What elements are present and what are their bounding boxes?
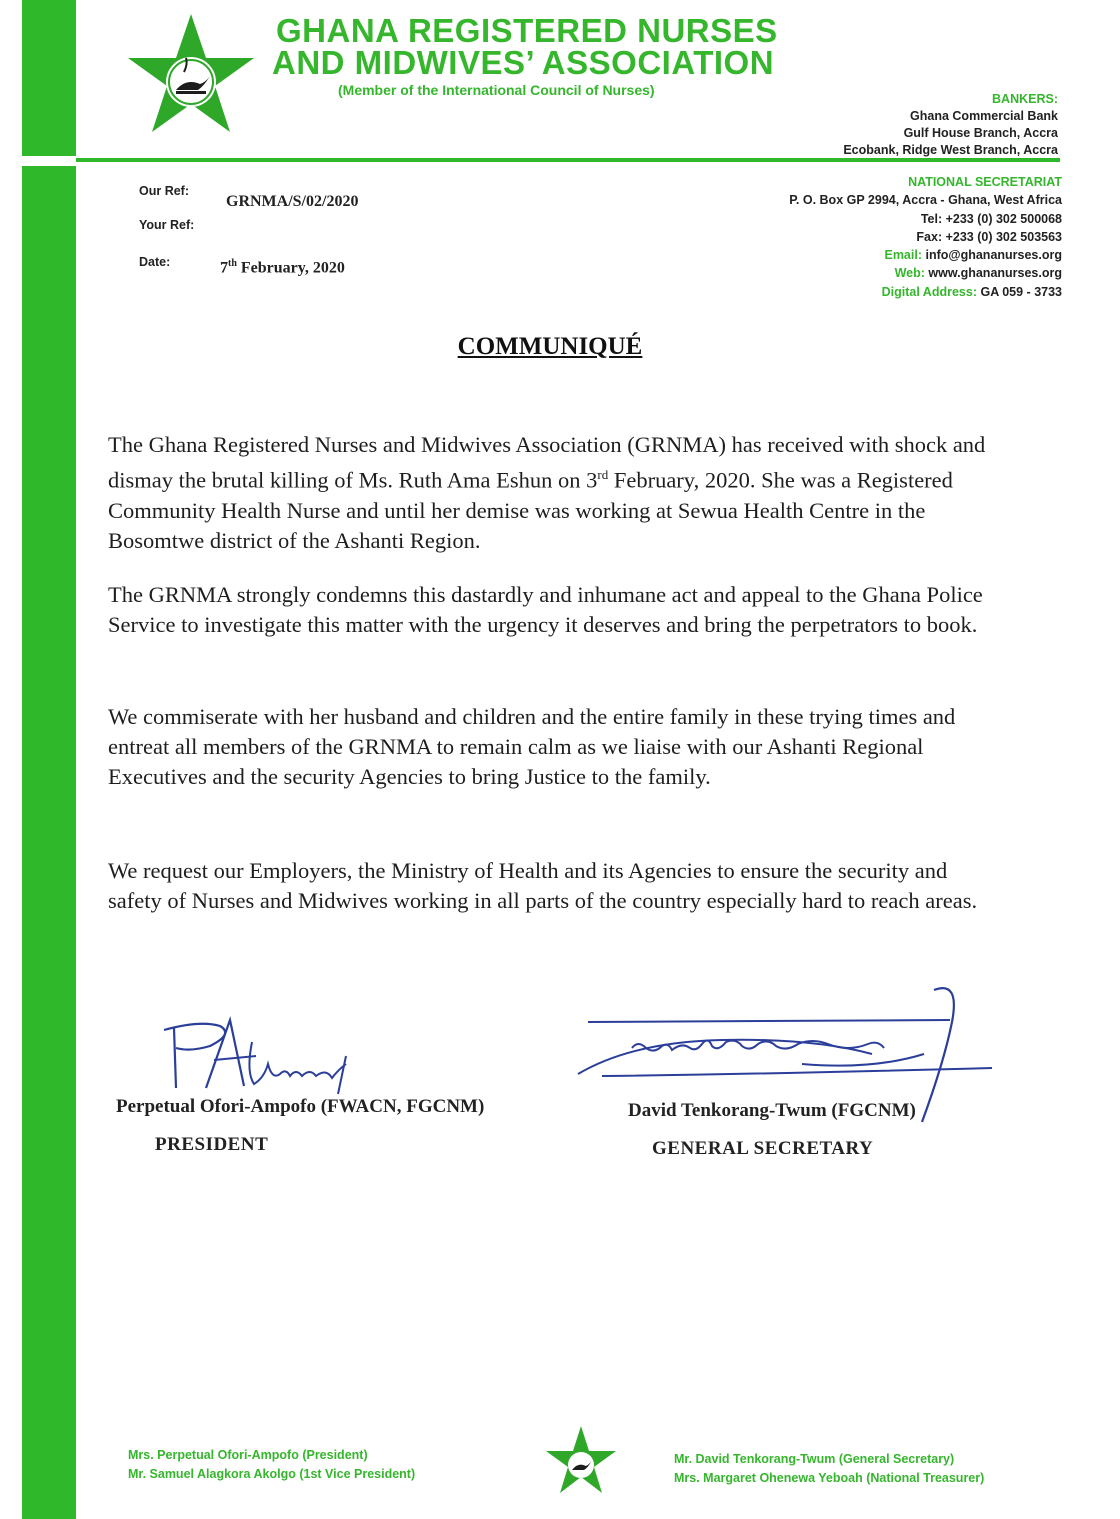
star-lamp-emblem-icon — [126, 12, 256, 136]
secretariat-block — [789, 173, 1062, 301]
body-paragraph-4: We request our Employers, the Ministry of Health and its Agencies to ensure the security and safety of Nurses and Midwives working in all parts of the country especially hard to reach areas. — [108, 858, 978, 913]
p1-sup: rd — [597, 467, 609, 482]
secretariat-digital-row — [789, 283, 1062, 301]
footer-right-line: Mr. David Tenkorang-Twum (General Secretary) — [674, 1452, 955, 1466]
date-day: 7 — [220, 259, 228, 277]
signatory-title-president: PRESIDENT — [155, 1134, 269, 1155]
email-label: Email: — [884, 248, 922, 263]
left-green-bar — [22, 0, 76, 1519]
secretariat-web-row — [789, 264, 1062, 282]
communique-heading: COMMUNIQUÉ — [457, 333, 643, 360]
web-label: Web: — [894, 266, 925, 281]
date-sup: th — [228, 258, 237, 269]
member-note: (Member of the International Council of Nurses) — [338, 82, 655, 98]
secretariat-address: P. O. Box GP 2994, Accra - Ghana, West Africa — [789, 193, 1062, 208]
footer-left-line: Mrs. Perpetual Ofori-Ampofo (President) — [128, 1448, 368, 1462]
email-value[interactable]: info@ghananurses.org — [925, 248, 1062, 263]
date-rest: February, 2020 — [236, 259, 345, 277]
digital-value: GA 059 - 3733 — [980, 284, 1062, 299]
date-value — [220, 258, 345, 277]
footer-right-line: Mrs. Margaret Ohenewa Yeboah (National Treasurer) — [674, 1471, 985, 1485]
body-paragraph-2: The GRNMA strongly condemns this dastardly and inhumane act and appeal to the Ghana Police Service to investigate this matter with the urgency it deserves and bring the perpetrators to book. — [108, 582, 983, 637]
body-paragraph-1 — [108, 430, 988, 556]
footer-star-emblem-icon — [544, 1424, 618, 1496]
footer-left — [128, 1446, 415, 1484]
our-ref-value: GRNMA/S/02/2020 — [226, 193, 359, 210]
p1-part-b: February, 2020. She was a Registered Community Health Nurse and until her demise was working at Sewua Health Centre in the Bosomtwe district of the Ashanti Region. — [108, 467, 953, 553]
signatory-name-secretary: David Tenkorang-Twum (FGCNM) — [628, 1100, 916, 1121]
digital-label: Digital Address: — [881, 284, 977, 299]
secretariat-label: NATIONAL SECRETARIAT — [908, 175, 1062, 189]
our-ref-label: Our Ref: — [139, 184, 189, 198]
bar-notch — [22, 156, 76, 166]
body-paragraph-3: We commiserate with her husband and children and the entire family in these trying times and entreat all members of the GRNMA to remain calm as we liaise with our Ashanti Regional Executives and the security Agencies to bring Justice to the family. — [108, 704, 956, 789]
your-ref-label: Your Ref: — [139, 218, 195, 232]
footer-left-line: Mr. Samuel Alagkora Akolgo (1st Vice President) — [128, 1467, 416, 1481]
banker-line: Ghana Commercial Bank — [910, 109, 1058, 123]
president-signature — [160, 1012, 360, 1096]
secretariat-tel: Tel: +233 (0) 302 500068 — [920, 211, 1062, 226]
signatory-name-president: Perpetual Ofori-Ampofo (FWACN, FGCNM) — [116, 1096, 485, 1117]
bankers-label: BANKERS: — [992, 92, 1058, 106]
secretariat-fax: Fax: +233 (0) 302 503563 — [916, 229, 1062, 244]
footer-right — [674, 1450, 984, 1488]
web-value[interactable]: www.ghananurses.org — [928, 266, 1062, 281]
p1-part-a: The Ghana Registered Nurses and Midwives Association (GRNMA) has received with shock and dismay the brutal killing of Ms. Ruth Ama Eshun on 3 — [108, 432, 986, 493]
secretariat-email-row — [789, 246, 1062, 264]
banker-line: Ecobank, Ridge West Branch, Accra — [843, 143, 1058, 157]
org-name-line1: GHANA REGISTERED NURSES — [276, 12, 778, 49]
bankers-block — [843, 91, 1058, 159]
date-label: Date: — [139, 255, 171, 269]
banker-line: Gulf House Branch, Accra — [903, 126, 1058, 140]
org-name-line2: AND MIDWIVES’ ASSOCIATION — [272, 44, 775, 81]
signatory-title-secretary: GENERAL SECRETARY — [652, 1138, 874, 1159]
